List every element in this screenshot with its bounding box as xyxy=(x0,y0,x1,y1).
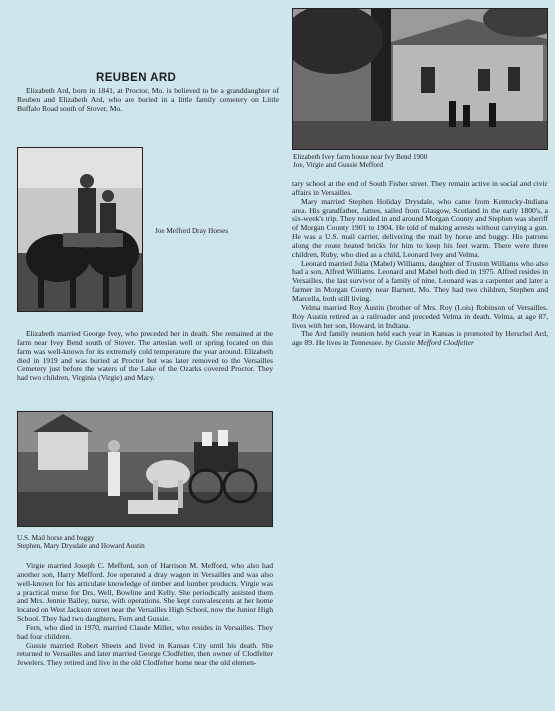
farmhouse-caption-line1: Elizabeth Ivey farm house near Ivy Bend 1900 xyxy=(293,153,428,161)
left-paragraph-2: Virgie married Joseph C. Mefford, son of Harrison M. Mefford, who also had another son, Harry Mefford. Joe operated a dray wagon in Versailles and was also well-known for his articulate knowledge of timber and lumber products. Virgie was a practical nurse for Drs. Well, Bowline and Kelly. She periodically assisted them and Mrs. Jennie Bailey, nurse, with operations. She kept convalescents at her home located on West Jackson street near the Versailles High School, now the Junior High School. They had two daughters, Fern and Gussie. xyxy=(17,561,273,624)
mail-buggy-photo xyxy=(17,411,273,527)
right-paragraph-5 xyxy=(292,330,548,348)
right-paragraph-1: tary school at the end of South Fisher street. They remain active in social and civic affairs in Versailles. xyxy=(292,179,548,197)
article-title: REUBEN ARD xyxy=(96,72,177,84)
left-column-bottom xyxy=(17,562,273,668)
author-byline: by Gussie Mefford Clodfelter xyxy=(385,338,474,348)
farmhouse-photo xyxy=(292,8,548,150)
intro-paragraph: Elizabeth Ard, born in 1841, at Proctor, Mo. is believed to be a granddaughter of Reuben and Elizabeth Ard, who are buried in a little family cemetery on Little Buffalo Road south of Stover, Mo. xyxy=(17,86,279,113)
left-paragraph-4: Gussie married Robert Sheets and lived in Kansas City until his death. She returned to Versailles and later married George Clodfelter, then owner of Clodfelter Jewelers. They retired and live in the old Clodfelter home near the old elemen- xyxy=(17,640,273,668)
right-paragraph-2: Mary married Stephen Holiday Drysdale, who came from Kentucky-Indiana area. His grandfather, James, sailed from Glasgow, Scotland in the early 1800's, a six-week's trip. They resided in and around Morgan County and Stephen was sheriff of Morgan County 1901 to 1904. He told of making arrests without carrying a gun. He was a U.S. mail carrier, delivering the mail by horse and buggy. His patrons along the route heated bricks for him to keep his feet warm. There were three children, Ruby, who died as a child, Leonard Ivey and Velma. xyxy=(292,196,548,259)
right-column xyxy=(292,180,548,348)
dray-caption: Joe Mefford Dray Horses xyxy=(155,227,229,235)
mail-caption-line2: Stephen, Mary Drysdale and Howard Austin xyxy=(17,542,145,551)
left-paragraph-1: Elizabeth married George Ivey, who preceded her in death. She remained at the farm near Ivey Bend south of Stover. The artesian well or spring located on this farm was well-known for its extremely cold temperature the year around. Elizabeth died in 1919 and was buried at Proctor but was later removed to the Versailles Cemetery just before the waters of the Lake of the Ozarks covered Proctor. They had two children, Virginia (Virgie) and Mary. xyxy=(17,329,273,383)
reunion-text: The Ard family reunion held each year in Kansas is promoted by Herschel Ard, age 89. He lives in Tennessee. xyxy=(292,329,548,348)
right-paragraph-3: Leonard married Julia (Mabel) Williams, daughter of Truston Williams who also had a son, Alfred Williams. Leonard and Mabel both died in 1975. Alfred resides in Versailles, the last survivor of a family of nine. Leonard was a carpenter and later a farmer in Morgan County near Barnett, Mo. They had two children, Stephen and Marcella, both still living. xyxy=(292,258,548,303)
farmhouse-caption-line2: Joe, Virgie and Gussie Mefford xyxy=(293,161,383,170)
mail-caption-line1: U.S. Mail horse and buggy xyxy=(17,534,95,542)
mail-buggy-caption xyxy=(17,534,275,551)
left-paragraph-3: Fern, who died in 1970, married Claude Miller, who resides in Versailles. They had four children. xyxy=(17,622,273,641)
dray-horses-photo xyxy=(17,147,143,312)
right-paragraph-4: Velma married Roy Austin (brother of Mrs. Roy (Lois) Robinson of Versailles. Roy Austin retired as a railroader and preceded Velma in death. Velma, at age 87, lives with her son, Howard, in Indiana. xyxy=(292,302,548,330)
farmhouse-caption xyxy=(293,153,548,170)
